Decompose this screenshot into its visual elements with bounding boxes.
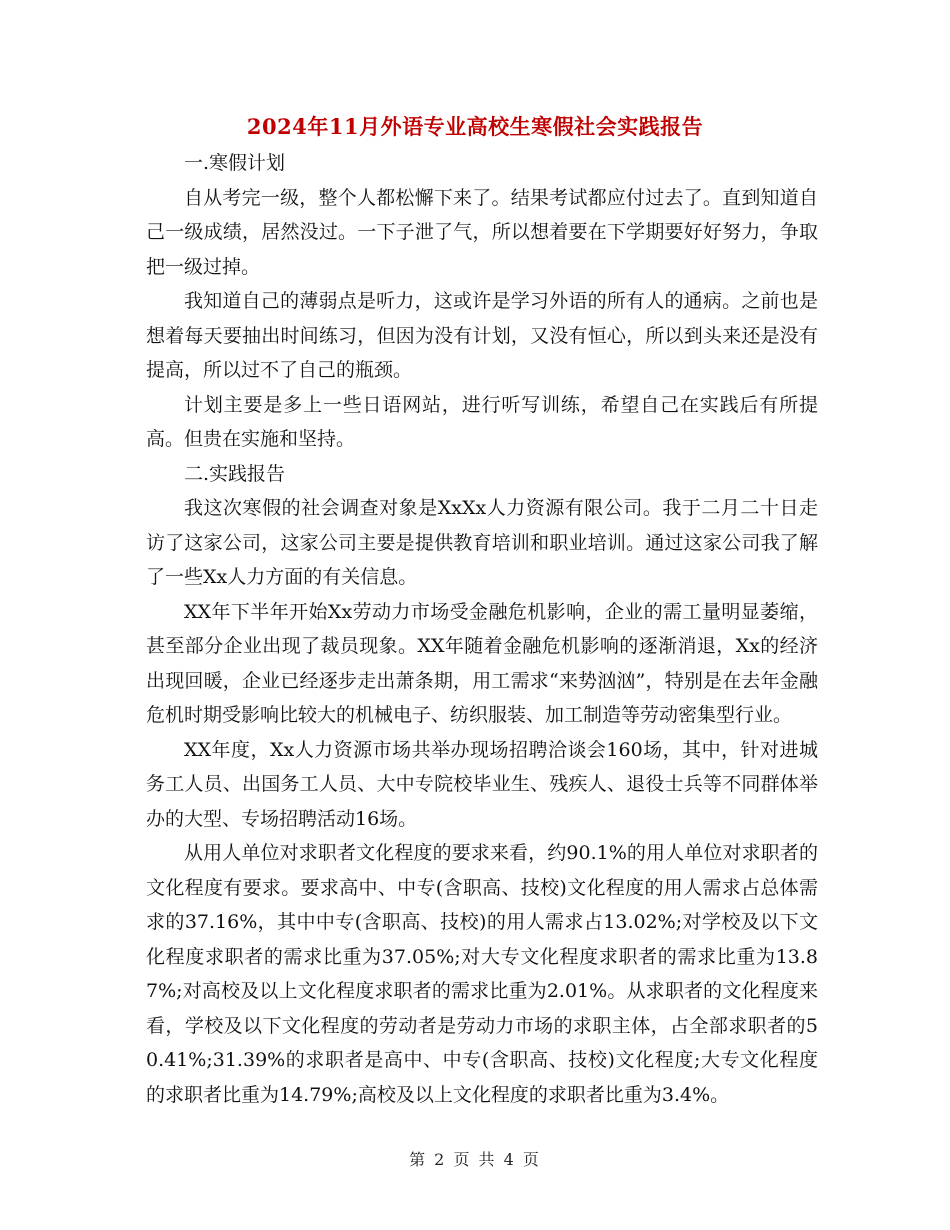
section-heading-winter-plan: 一.寒假计划	[184, 152, 286, 174]
page-footer: 第 2 页 共 4 页	[409, 1150, 541, 1169]
paragraph: 自从考完一级，整个人都松懈下来了。结果考试都应付过去了。直到知道自己一级成绩，居然没过。一下子泄了气，所以想着要在下学期要好好努力，争取把一级过掉。	[146, 186, 818, 278]
paragraph: XX年下半年开始Xx劳动力市场受金融危机影响，企业的需工量明显萎缩，甚至部分企业出现了裁员现象。XX年随着金融危机影响的逐渐消退，Xx的经济出现回暖，企业已经逐步走出萧条期，用工需求“来势汹汹”，特别是在去年金融危机时期受影响比较大的机械电子、纺织服装、加工制造等劳动密集型行业。	[146, 600, 818, 726]
paragraph: 计划主要是多上一些日语网站，进行听写训练，希望自己在实践后有所提高。但贵在实施和坚持。	[146, 393, 818, 450]
document-title: 2024年11月外语专业高校生寒假社会实践报告	[246, 114, 704, 139]
paragraph: 我这次寒假的社会调查对象是XxXx人力资源有限公司。我于二月二十日走访了这家公司，这家公司主要是提供教育培训和职业培训。通过这家公司我了解了一些Xx人力方面的有关信息。	[146, 497, 818, 588]
paragraph: 从用人单位对求职者文化程度的要求来看，约90.1%的用人单位对求职者的文化程度有要求。要求高中、中专(含职高、技校)文化程度的用人需求占总体需求的37.16%，其中中专(含职高、技校)的用人需求占13.02%;对学校及以下文化程度求职者的需求比重为37.05%;对大专文化程度求职者的需求比重为13.87%;对高校及以上文化程度求职者的需求比重为2.01%。从求职者的文化程度来看，学校及以下文化程度的劳动者是劳动力市场的求职主体，占全部求职者的50.41%;31.39%的求职者是高中、中专(含职高、技校)文化程度;大专文化程度的求职者比重为14.79%;高校及以上文化程度的求职者比重为3.4%。	[146, 842, 818, 1106]
section-heading-practice-report: 二.实践报告	[184, 462, 286, 485]
document-body	[146, 146, 818, 1112]
paragraph: 我知道自己的薄弱点是听力，这或许是学习外语的所有人的通病。之前也是想着每天要抽出时间练习，但因为没有计划，又没有恒心，所以到头来还是没有提高，所以过不了自己的瓶颈。	[146, 290, 818, 381]
paragraph: XX年度，Xx人力资源市场共举办现场招聘洽谈会160场，其中，针对进城务工人员、出国务工人员、大中专院校毕业生、残疾人、退役士兵等不同群体举办的大型、专场招聘活动16场。	[146, 738, 818, 830]
